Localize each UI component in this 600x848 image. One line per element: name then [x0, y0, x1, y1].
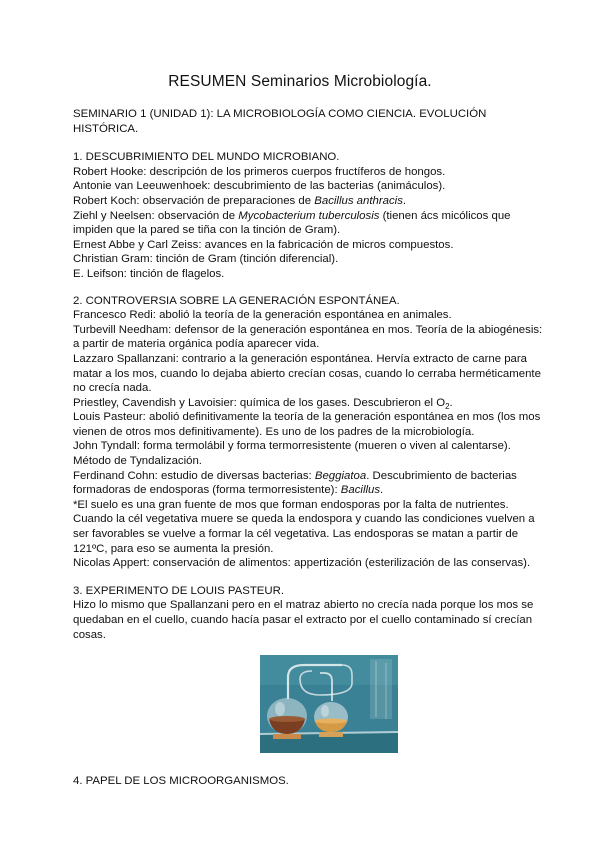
species-bacillus-anthracis: Bacillus anthracis: [314, 194, 403, 207]
species-beggiatoa: Beggiatoa: [314, 469, 367, 482]
species-bacillus: Bacillus: [340, 484, 381, 497]
paragraph-tyndall: John Tyndall: forma termolábil y forma termorresistente (mueren o viven al calentarse). Método de Tyndalización.: [73, 440, 511, 468]
document-body: [73, 107, 543, 789]
flask-illustration: [260, 655, 398, 753]
paragraph-leifson: E. Leifson: tinción de flagelos.: [73, 267, 225, 280]
paragraph-pasteur: Louis Pasteur: abolió definitivamente la teoría de la generación espontánea en mos (los mos vienen de otros mos definitivamente). Es uno de los padres de la microbiología.: [73, 411, 541, 438]
species-mycobacterium: Mycobacterium tuberculosis: [238, 209, 380, 222]
seminar-heading: SEMINARIO 1 (UNIDAD 1): LA MICROBIOLOGÍA COMO CIENCIA. EVOLUCIÓN HISTÓRICA.: [73, 108, 487, 135]
paragraph-needham: Turbevill Needham: defensor de la generación espontánea en mos. Teoría de la abiogénesis: a partir de materia orgánica podía aparecer vida.: [73, 323, 543, 351]
paragraph-redi: Francesco Redi: abolió la teoría de la generación espontánea en animales.: [73, 309, 452, 322]
paragraph-soil-note: *El suelo es una gran fuente de mos que forman endosporas por la falta de nutrientes. Cuando la cél vegetativa muere se queda la endospora y cuando las condiciones vuelven a ser favorables se vuelve a formar la cél vegetativa. Las endosporas se matan a partir de 121ºC, para eso se aumenta la presión.: [73, 498, 535, 555]
swan-neck-flask-photo: [260, 655, 398, 753]
section-3-heading: 3. EXPERIMENTO DE LOUIS PASTEUR.: [73, 584, 284, 597]
paragraph-ziehl: Ziehl y Neelsen: observación de Mycobacterium tuberculosis (tienen ács micólicos que impiden que la pared se tiña con la tinción de Gram).: [73, 209, 511, 237]
paragraph-koch: Robert Koch: observación de preparaciones de Bacillus anthracis.: [73, 194, 407, 207]
paragraph-cohn: Ferdinand Cohn: estudio de diversas bacterias: Beggiatoa. Descubrimiento de bacterias formadoras de endosporas (forma termorresistente): Bacillus.: [73, 469, 517, 497]
paragraph-priestley: Priestley, Cavendish y Lavoisier: química de los gases. Descubrieron el $O_2$.: [73, 396, 453, 411]
paragraph-appert: Nicolas Appert: conservación de alimentos: appertización (esterilización de las conservas).: [73, 557, 531, 570]
page-title: RESUMEN Seminarios Microbiología.: [168, 73, 432, 90]
paragraph-abbe: Ernest Abbe y Carl Zeiss: avances en la fabricación de micros compuestos.: [73, 238, 454, 251]
paragraph-hooke: Robert Hooke: descripción de los primeros cuerpos fructíferos de hongos.: [73, 165, 446, 178]
paragraph-gram: Christian Gram: tinción de Gram (tinción diferencial).: [73, 253, 339, 266]
section-4-heading: 4. PAPEL DE LOS MICROORGANISMOS.: [73, 775, 289, 788]
oxygen-subscript: 2: [445, 401, 450, 411]
paragraph-pasteur-experiment: Hizo lo mismo que Spallanzani pero en el matraz abierto no crecía nada porque los mos se quedaban en el cuello, cuando hacía pasar el extracto por el cuello contaminado sí crecían cosas.: [73, 599, 534, 641]
paragraph-spallanzani: Lazzaro Spallanzani: contrario a la generación espontánea. Hervía extracto de carne para matar a los mos, cuando lo dejaba abierto crecían cosas, cuando lo cerraba herméticamente no crecía nada.: [73, 352, 541, 395]
section-2-heading: 2. CONTROVERSIA SOBRE LA GENERACIÓN ESPONTÁNEA.: [73, 294, 400, 307]
section-1-heading: 1. DESCUBRIMIENTO DEL MUNDO MICROBIANO.: [73, 151, 340, 164]
paragraph-leeuwenhoek: Antonie van Leeuwenhoek: descubrimiento de las bacterias (animáculos).: [73, 180, 446, 193]
